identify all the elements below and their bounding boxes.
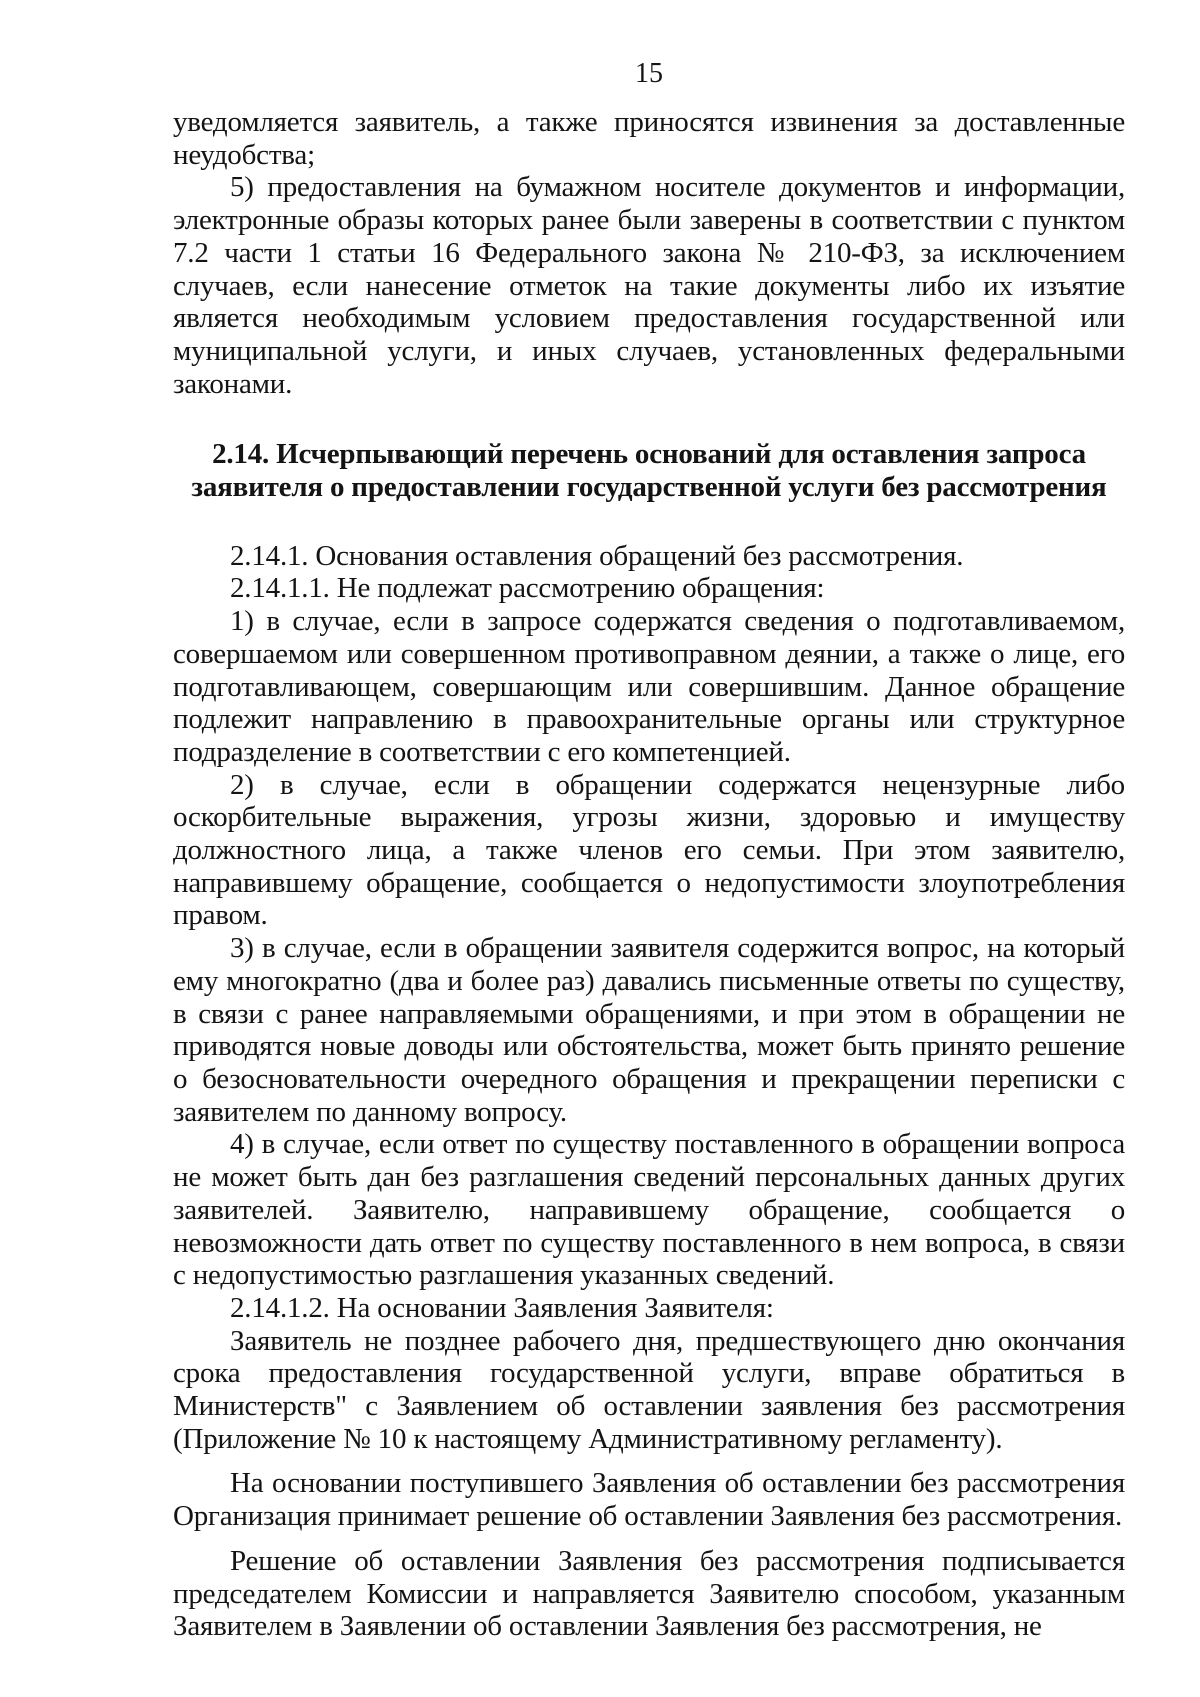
page-number: 15 <box>635 58 663 89</box>
paragraph-organization-decision: На основании поступившего Заявления об оставлении без рассмотрения Организация принимает решение об оставлении Заявления без рассмотрения. <box>173 1467 1125 1533</box>
paragraph-item-2: 2) в случае, если в обращении содержатся нецензурные либо оскорбительные выражения, угрозы жизни, здоровью и имуществу должностного лица, а также членов его семьи. При этом заявителю, направившему обращение, сообщается о недопустимости злоупотребления правом. <box>173 768 1125 932</box>
paragraph-item-4: 4) в случае, если ответ по существу поставленного в обращении вопроса не может быть дан без разглашения сведений персональных данных других заявителей. Заявителю, направившему обращение, сообщается о невозможности дать ответ по существу поставленного в нем вопроса, в связи с недопустимостью разглашения указанных сведений. <box>173 1128 1125 1292</box>
document-body <box>173 106 1125 1643</box>
paragraph-item-3: 3) в случае, если в обращении заявителя содержится вопрос, на который ему многократно (два и более раз) давались письменные ответы по существу, в связи с ранее направляемыми обращениями, и при этом в обращении не приводятся новые доводы или обстоятельства, может быть принято решение о безосновательности очередного обращения и прекращении переписки с заявителем по данному вопросу. <box>173 932 1125 1128</box>
paragraph-2-14-1-2: 2.14.1.2. На основании Заявления Заявителя: <box>230 1291 774 1324</box>
section-heading: 2.14. Исчерпывающий перечень оснований для оставления запроса заявителя о предоставлении государственной услуги без рассмотрения <box>191 438 1107 504</box>
paragraph-applicant-request: Заявитель не позднее рабочего дня, предшествующего дню окончания срока предоставления государственной услуги, вправе обратиться в Министерств" с Заявлением об оставлении заявления без рассмотрения (Приложение № 10 к настоящему Административному регламенту). <box>173 1324 1125 1455</box>
paragraph-item-5: 5) предоставления на бумажном носителе документов и информации, электронные образы которых ранее были заверены в соответствии с пунктом 7.2 части 1 статьи 16 Федерального закона № 210-ФЗ, за исключением случаев, если нанесение отметок на такие документы либо их изъятие является необходимым условием предоставления государственной или муниципальной услуги, и иных случаев, установленных федеральными законами. <box>173 171 1125 400</box>
paragraph-item-1: 1) в случае, если в запросе содержатся сведения о подготавливаемом, совершаемом или совершенном противоправном деянии, а также о лице, его подготавливающем, совершающим или совершившим. Данное обращение подлежит направлению в правоохранительные органы или структурное подразделение в соответствии с его компетенцией. <box>173 605 1125 768</box>
paragraph-2-14-1: 2.14.1. Основания оставления обращений без рассмотрения. <box>230 539 964 572</box>
paragraph-decision-signing: Решение об оставлении Заявления без рассмотрения подписывается председателем Комиссии и направляется Заявителю способом, указанным Заявителем в Заявлении об оставлении Заявления без рассмотрения, не <box>173 1544 1125 1643</box>
paragraph-2-14-1-1: 2.14.1.1. Не подлежат рассмотрению обращения: <box>230 572 825 605</box>
paragraph-continuation: уведомляется заявитель, а также приносятся извинения за доставленные неудобства; <box>173 106 1125 171</box>
